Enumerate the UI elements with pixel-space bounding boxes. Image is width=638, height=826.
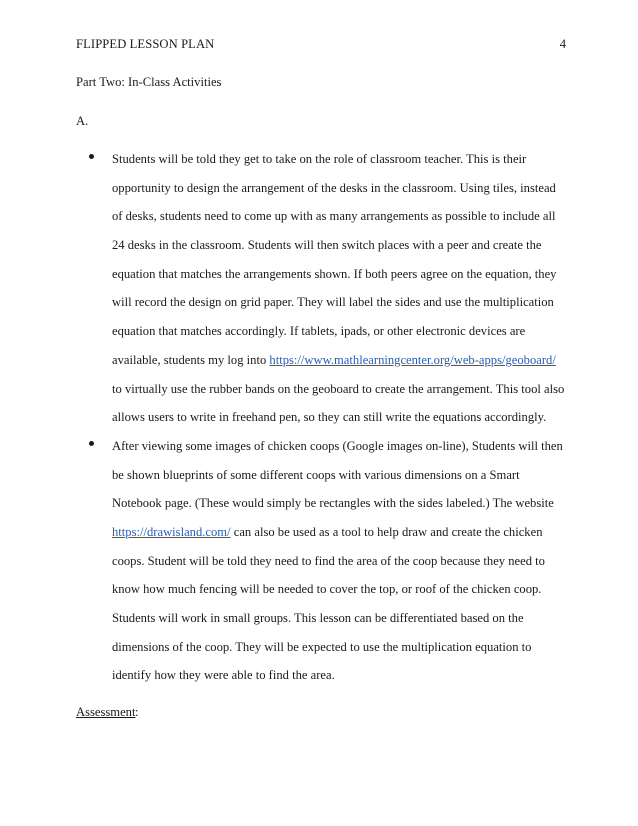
assessment-colon: :: [135, 705, 139, 719]
paragraph-line: opportunity to design the arrangement of the desks in the classroom. Using tiles, instead: [112, 180, 556, 195]
part-label: A.: [76, 114, 89, 128]
paragraph-line: Students will work in small groups. This lesson can be differentiated based on the: [112, 611, 524, 625]
list-item: [76, 145, 565, 432]
paragraph-line: 24 desks in the classroom. Students will then switch places with a peer and create the: [112, 238, 542, 253]
paragraph-line: coops. Student will be told they need to find the area of the coop because they need to: [112, 553, 545, 568]
list-item: [76, 432, 562, 690]
page-number: 4: [559, 37, 566, 51]
paragraph-line: After viewing some images of chicken coops (Google images on-line), Students will then: [112, 438, 563, 453]
paragraph-line: to virtually use the rubber bands on the geoboard to create the arrangement. This tool also: [112, 381, 565, 396]
paragraph-line: dimensions of the coop. They will be expected to use the multiplication equation to: [112, 639, 532, 654]
paragraph-line: [112, 346, 562, 375]
paragraph-line: identify how they were able to find the area.: [112, 668, 335, 683]
bullet-icon: [89, 154, 94, 159]
line-text: available, students my log into: [112, 352, 270, 367]
activity-list: [76, 145, 565, 690]
paragraph-line: be shown blueprints of some different coops with various dimensions on a Smart: [112, 467, 520, 482]
paragraph-line: Students will be told they get to take on the role of classroom teacher. This is their: [112, 152, 527, 166]
paragraph-line: of desks, students need to come up with as many arrangements as possible to include all: [112, 209, 556, 224]
paragraph-line: Notebook page. (These would simply be rectangles with the sides labeled.) The website: [112, 496, 554, 511]
assessment-label: Assessment: [76, 705, 136, 719]
drawisland-link[interactable]: https://drawisland.com/: [112, 524, 231, 539]
section-heading: Part Two: In-Class Activities: [76, 75, 222, 89]
line-text: can also be used as a tool to help draw and create the chicken: [230, 524, 543, 539]
paragraph-line: [112, 518, 562, 547]
paragraph-line: allows users to write in freehand pen, so they can still write the equations accordingly.: [112, 410, 547, 425]
paragraph-line: will record the design on grid paper. They will label the sides and use the multiplication: [112, 295, 554, 310]
paragraph-line: equation that matches the arrangements shown. If both peers agree on the equation, they: [112, 266, 557, 281]
bullet-icon: [89, 441, 94, 446]
geoboard-link[interactable]: https://www.mathlearningcenter.org/web-apps/geoboard/: [269, 352, 556, 367]
paragraph-line: equation that matches accordingly. If tablets, ipads, or other electronic devices are: [112, 324, 526, 339]
paragraph-line: know how much fencing will be needed to cover the top, or roof of the chicken coop.: [112, 582, 542, 597]
running-head: FLIPPED LESSON PLAN: [76, 37, 215, 51]
